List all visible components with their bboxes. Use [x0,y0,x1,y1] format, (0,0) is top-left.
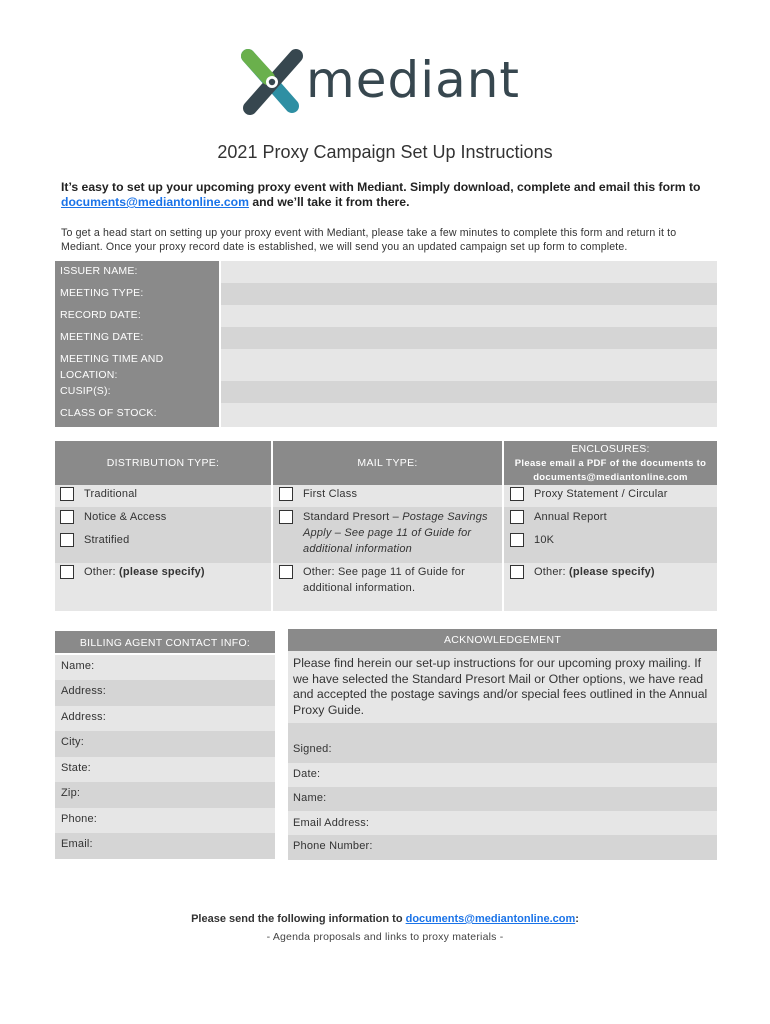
billing-city-field[interactable] [55,731,275,757]
billing-phone-field[interactable] [55,808,275,833]
stratified-checkbox[interactable] [60,533,74,547]
billing-name-label: Name: [61,660,95,672]
billing-city-label: City: [61,736,84,748]
distribution-type-header: DISTRIBUTION TYPE: [55,441,271,485]
mail-other-line-1: Other: See page 11 of Guide for [303,566,465,578]
footer-email-link[interactable]: documents@mediantonline.com [405,913,576,925]
traditional-checkbox[interactable] [60,487,74,501]
enclosures-subheader-1: Please email a PDF of the documents to [514,458,707,469]
billing-state-label: State: [61,762,91,774]
billing-address1-label: Address: [61,685,107,697]
proxy-statement-label: Proxy Statement / Circular [534,488,668,500]
billing-address1-field[interactable] [55,680,275,706]
issuer-name-field[interactable] [221,261,717,283]
intro-text: It’s easy to set up your upcoming proxy event with Mediant. Simply download, complete and email this form to [61,180,701,194]
mediant-logo [236,46,536,118]
enclosures-other-text: Other: [534,566,566,578]
tenk-checkbox[interactable] [510,533,524,547]
cusip-field[interactable] [221,381,717,403]
ack-name-field[interactable] [288,787,717,811]
record-date-label: RECORD DATE: [60,309,141,321]
traditional-label: Traditional [84,488,138,500]
distribution-other-label [84,564,205,580]
first-class-checkbox[interactable] [279,487,293,501]
enclosures-subheader-2: documents@mediantonline.com [533,472,688,483]
standard-presort-text: Standard Presort – [303,511,403,523]
footer-instructions [0,913,770,925]
billing-header: BILLING AGENT CONTACT INFO: [55,631,275,653]
acknowledgement-header: ACKNOWLEDGEMENT [288,629,717,651]
intro-email-link[interactable]: documents@mediantonline.com [61,195,249,209]
ack-phone-field[interactable] [288,835,717,860]
distribution-other-bold: (please specify) [119,566,205,578]
billing-zip-field[interactable] [55,782,275,808]
cusip-label: CUSIP(S): [60,385,111,397]
issuer-labels-panel [55,261,219,427]
intro-text-after: and we’ll take it from there. [248,195,410,209]
billing-phone-label: Phone: [61,813,98,825]
page-title: 2021 Proxy Campaign Set Up Instructions [217,142,553,162]
date-field[interactable] [288,763,717,787]
distribution-other-checkbox[interactable] [60,565,74,579]
mail-other-line-2: additional information. [303,582,416,594]
billing-zip-label: Zip: [61,787,81,799]
footer-item: - Agenda proposals and links to proxy materials - [266,931,504,943]
standard-presort-line-3: additional information [303,543,412,555]
meeting-date-label: MEETING DATE: [60,331,144,343]
meeting-type-label: MEETING TYPE: [60,287,144,299]
billing-address2-label: Address: [61,711,107,723]
standard-presort-line-2: Apply – See page 11 of Guide for [303,527,472,539]
meeting-time-label: MEETING TIME AND [60,353,164,365]
description-paragraph: To get a head start on setting up your proxy event with Mediant, please take a few minutes to complete this form and return it to Mediant. Once your proxy record date is established, we will send you an updated campaign set up form to complete. [61,227,677,253]
proxy-statement-checkbox[interactable] [510,487,524,501]
date-label: Date: [293,768,321,780]
enclosures-other-bold: (please specify) [569,566,655,578]
annual-report-label: Annual Report [534,511,607,523]
tenk-label: 10K [534,534,555,546]
signed-field[interactable] [288,723,717,763]
annual-report-checkbox[interactable] [510,510,524,524]
mail-type-header: MAIL TYPE: [273,441,502,485]
footer-colon: : [575,913,579,925]
billing-address2-field[interactable] [55,706,275,731]
ack-name-label: Name: [293,792,327,804]
billing-state-field[interactable] [55,757,275,782]
ack-phone-label: Phone Number: [293,840,373,852]
footer-text: Please send the following information to [191,913,406,925]
first-class-label: First Class [303,488,358,500]
meeting-date-field[interactable] [221,327,717,349]
ack-email-label: Email Address: [293,817,370,829]
standard-presort-italic: Postage Savings [402,511,488,523]
stratified-label: Stratified [84,534,130,546]
enclosures-other-label [534,564,655,580]
mail-other-checkbox[interactable] [279,565,293,579]
standard-presort-label [303,509,488,557]
notice-access-checkbox[interactable] [60,510,74,524]
signed-label: Signed: [293,743,332,755]
meeting-location-label: LOCATION: [60,369,118,381]
distribution-other-text: Other: [84,566,116,578]
billing-name-field[interactable] [55,655,275,680]
issuer-name-label: ISSUER NAME: [60,265,138,277]
standard-presort-checkbox[interactable] [279,510,293,524]
billing-email-label: Email: [61,838,93,850]
class-of-stock-label: CLASS OF STOCK: [60,407,157,419]
acknowledgement-text: Please find herein our set-up instructions for our upcoming proxy mailing. If we have selected the Standard Presort Mail or Other options, we have read and accepted the postage savings and/or special fees outlined in the Annual Proxy Guide. [293,656,708,717]
record-date-field[interactable] [221,305,717,327]
intro-paragraph [61,180,721,210]
notice-access-label: Notice & Access [84,511,167,523]
meeting-type-field[interactable] [221,283,717,305]
mail-other-label [303,564,465,596]
meeting-time-location-field[interactable] [221,349,717,381]
billing-email-field[interactable] [55,833,275,859]
mediant-x-mark-icon [236,46,306,118]
enclosures-header [504,441,717,485]
enclosures-other-checkbox[interactable] [510,565,524,579]
enclosures-title: ENCLOSURES: [571,443,650,455]
logo-wordmark: mediant [306,51,521,109]
ack-email-field[interactable] [288,811,717,835]
class-of-stock-field[interactable] [221,403,717,427]
